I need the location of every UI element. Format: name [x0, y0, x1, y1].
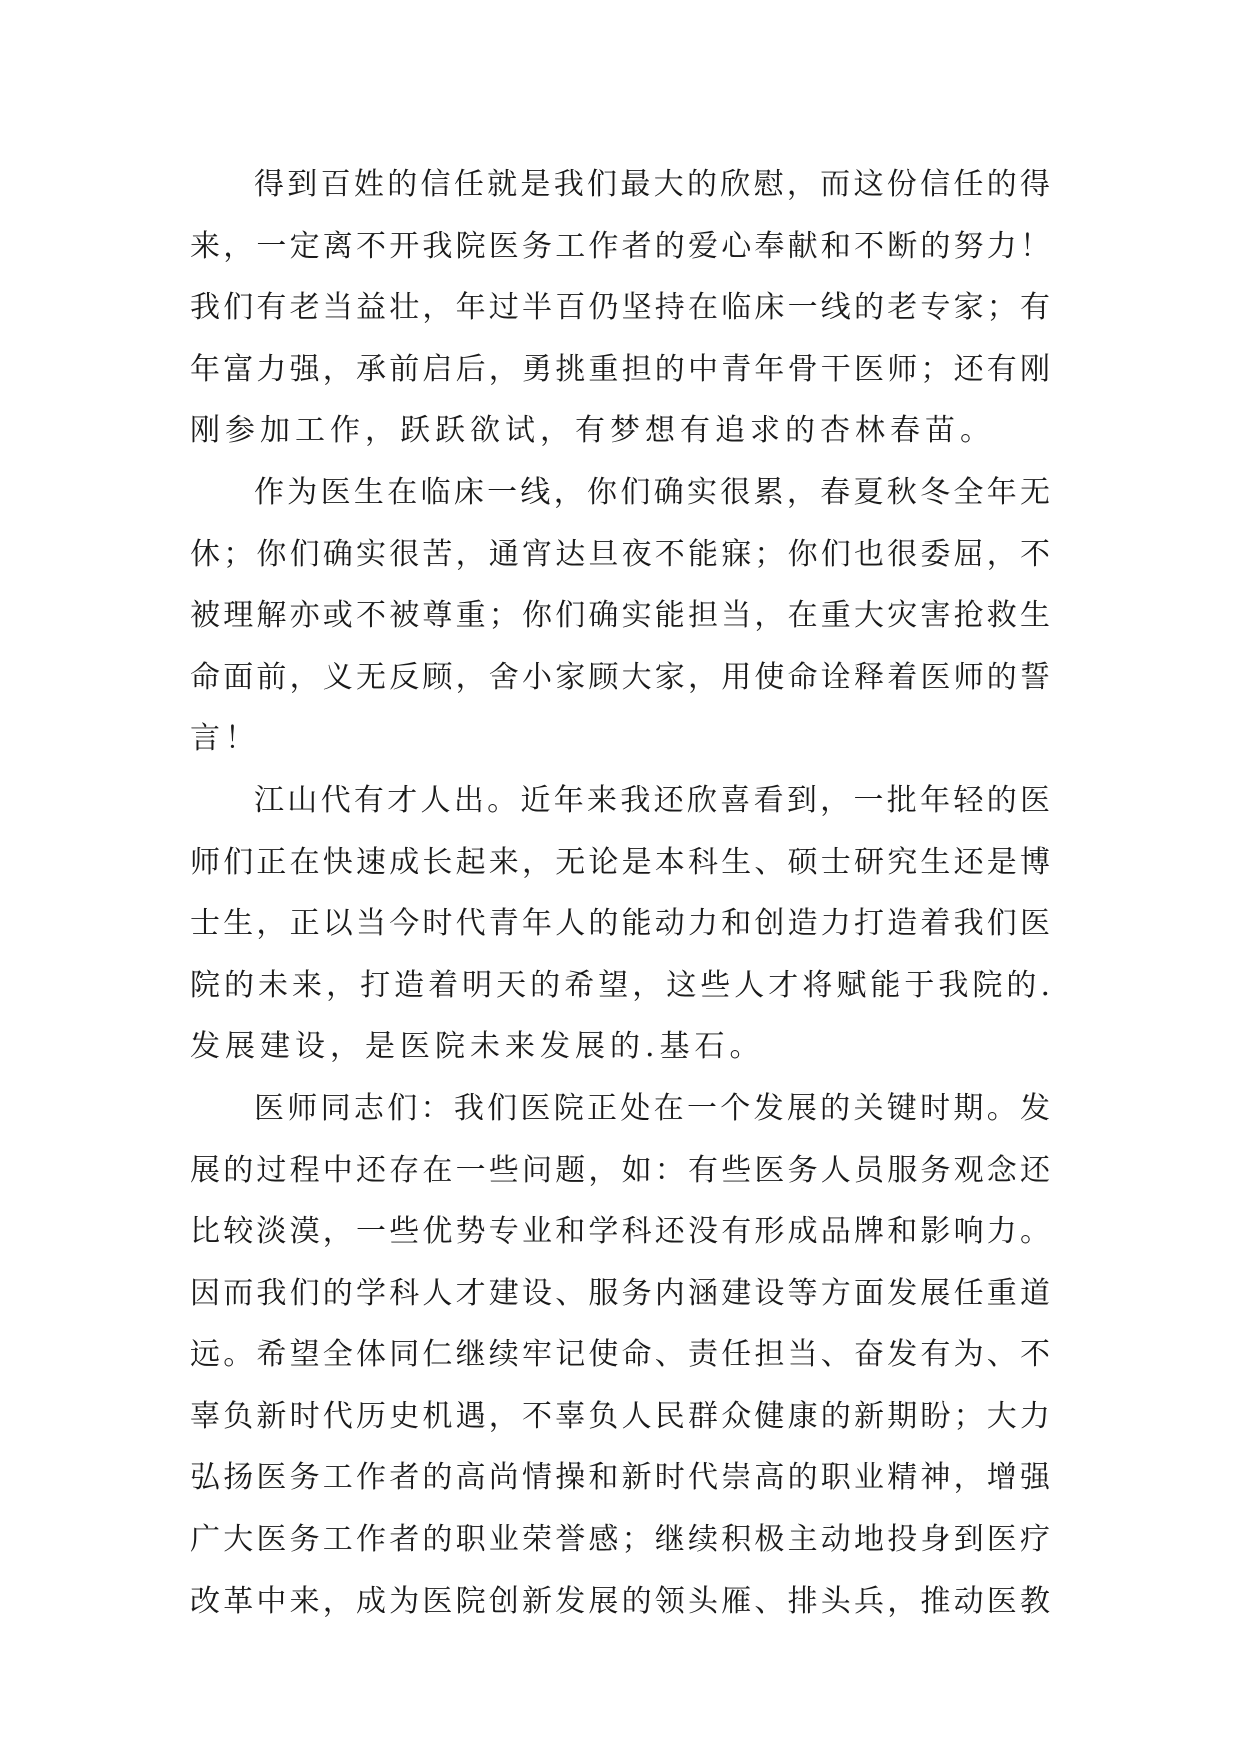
paragraph-1-line-4: 年富力强，承前启后，勇挑重担的中青年骨干医师；还有刚 [190, 351, 1050, 387]
paragraph-4-line-5: 远。希望全体同仁继续牢记使命、责任担当、奋发有为、不 [190, 1337, 1050, 1373]
paragraph-2-line-1: 作为医生在临床一线，你们确实很累，春夏秋冬全年无 [254, 474, 1050, 510]
paragraph-2-line-5: 言！ [190, 721, 260, 757]
paragraph-4-line-8: 广大医务工作者的职业荣誉感；继续积极主动地投身到医疗 [190, 1522, 1050, 1558]
paragraph-3-line-4: 院的未来，打造着明天的希望，这些人才将赋能于我院的. [190, 967, 1050, 1003]
paragraph-4-line-2: 展的过程中还存在一些问题，如：有些医务人员服务观念还 [190, 1152, 1050, 1188]
paragraph-4-line-9: 改革中来，成为医院创新发展的领头雁、排头兵，推动医教 [190, 1583, 1050, 1619]
document-body [190, 154, 1050, 1632]
paragraph-4-line-3: 比较淡漠，一些优势专业和学科还没有形成品牌和影响力。 [190, 1214, 1050, 1250]
paragraph-4-line-1: 医师同志们：我们医院正处在一个发展的关键时期。发 [254, 1090, 1050, 1126]
paragraph-3-line-2: 师们正在快速成长起来，无论是本科生、硕士研究生还是博 [190, 844, 1050, 880]
paragraph-2-line-2: 休；你们确实很苦，通宵达旦夜不能寐；你们也很委屈，不 [190, 536, 1050, 572]
paragraph-1-line-2: 来，一定离不开我院医务工作者的爱心奉献和不断的努力！ [190, 228, 1050, 264]
paragraph-4-line-7: 弘扬医务工作者的高尚情操和新时代崇高的职业精神，增强 [190, 1460, 1050, 1496]
paragraph-2-line-4: 命面前，义无反顾，舍小家顾大家，用使命诠释着医师的誓 [190, 659, 1050, 695]
paragraph-4-line-4: 因而我们的学科人才建设、服务内涵建设等方面发展任重道 [190, 1275, 1050, 1311]
paragraph-3-line-5: 发展建设，是医院未来发展的.基石。 [190, 1029, 765, 1065]
paragraph-1-line-1: 得到百姓的信任就是我们最大的欣慰，而这份信任的得 [254, 167, 1050, 202]
paragraph-2-line-3: 被理解亦或不被尊重；你们确实能担当，在重大灾害抢救生 [190, 598, 1050, 634]
paragraph-1-line-3: 我们有老当益壮，年过半百仍坚持在临床一线的老专家；有 [190, 290, 1050, 326]
paragraph-3-line-1: 江山代有才人出。近年来我还欣喜看到，一批年轻的医 [254, 782, 1050, 818]
paragraph-1-line-5: 刚参加工作，跃跃欲试，有梦想有追求的杏林春苗。 [190, 413, 995, 449]
paragraph-4-line-6: 辜负新时代历史机遇，不辜负人民群众健康的新期盼；大力 [190, 1398, 1050, 1434]
paragraph-3-line-3: 士生，正以当今时代青年人的能动力和创造力打造着我们医 [190, 906, 1050, 942]
